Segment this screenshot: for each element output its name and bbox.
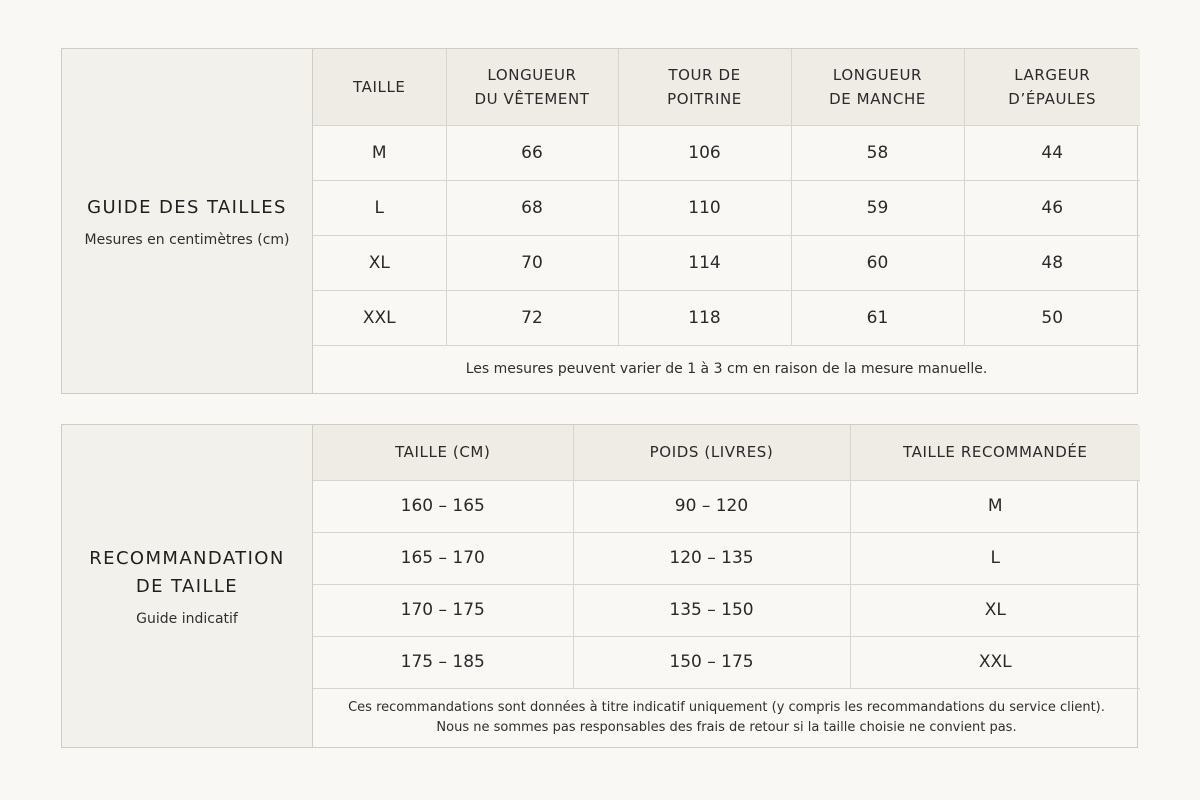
table-cell: 170 – 175	[313, 584, 573, 636]
table-row	[313, 180, 1140, 235]
recommendation-table-wrap	[313, 425, 1140, 747]
table-cell: 106	[618, 125, 791, 180]
table-cell: 44	[964, 125, 1140, 180]
size-guide-header-row	[313, 49, 1140, 125]
column-header-poids: POIDS (LIVRES)	[573, 425, 850, 480]
table-cell: XL	[313, 235, 446, 290]
recommendation-note-line1: Ces recommandations sont données à titre indicatif uniquement (y compris les recommandations du service client).	[348, 699, 1105, 715]
recommendation-header-row	[313, 425, 1140, 480]
table-cell: XXL	[850, 636, 1140, 688]
table-cell: XL	[850, 584, 1140, 636]
table-cell: 58	[791, 125, 964, 180]
recommendation-table	[313, 425, 1140, 689]
column-header-taille-recommandee: TAILLE RECOMMANDÉE	[850, 425, 1140, 480]
recommendation-title: RECOMMANDATION DE TAILLE	[89, 548, 285, 597]
table-cell: 90 – 120	[573, 480, 850, 532]
table-cell: 70	[446, 235, 618, 290]
table-cell: 120 – 135	[573, 532, 850, 584]
size-guide-title: GUIDE DES TAILLES	[87, 197, 287, 218]
table-row	[313, 584, 1140, 636]
table-cell: 135 – 150	[573, 584, 850, 636]
size-guide-note: Les mesures peuvent varier de 1 à 3 cm en raison de la mesure manuelle.	[465, 361, 988, 378]
table-cell: L	[850, 532, 1140, 584]
table-cell: 61	[791, 290, 964, 345]
table-cell: 175 – 185	[313, 636, 573, 688]
table-cell: 68	[446, 180, 618, 235]
column-header-largeur-epaules: LARGEUR D’ÉPAULES	[964, 49, 1140, 125]
table-cell: 150 – 175	[573, 636, 850, 688]
table-cell: 118	[618, 290, 791, 345]
table-row	[313, 480, 1140, 532]
size-guide-subtitle: Mesures en centimètres (cm)	[84, 232, 290, 248]
table-cell: 160 – 165	[313, 480, 573, 532]
recommendation-subtitle: Guide indicatif	[136, 611, 238, 627]
table-cell: L	[313, 180, 446, 235]
recommendation-side-panel	[62, 425, 313, 747]
size-guide-card	[61, 48, 1138, 394]
recommendation-card	[61, 424, 1138, 748]
table-cell: M	[850, 480, 1140, 532]
column-header-tour-poitrine: TOUR DE POITRINE	[618, 49, 791, 125]
table-row	[313, 235, 1140, 290]
size-guide-side-panel	[62, 49, 313, 393]
table-cell: 110	[618, 180, 791, 235]
table-cell: M	[313, 125, 446, 180]
table-cell: 46	[964, 180, 1140, 235]
table-row	[313, 532, 1140, 584]
table-cell: 48	[964, 235, 1140, 290]
column-header-taille: TAILLE	[313, 49, 446, 125]
table-cell: 114	[618, 235, 791, 290]
table-cell: 50	[964, 290, 1140, 345]
size-guide-table	[313, 49, 1140, 346]
table-row	[313, 125, 1140, 180]
recommendation-note-line2: Nous ne sommes pas responsables des frais de retour si la taille choisie ne convient pas.	[436, 719, 1017, 735]
table-cell: 60	[791, 235, 964, 290]
size-guide-table-wrap	[313, 49, 1140, 393]
table-cell: 66	[446, 125, 618, 180]
table-cell: 59	[791, 180, 964, 235]
table-row	[313, 636, 1140, 688]
table-row	[313, 290, 1140, 345]
column-header-taille-cm: TAILLE (CM)	[313, 425, 573, 480]
column-header-longueur-vetement: LONGUEUR DU VÊTEMENT	[446, 49, 618, 125]
table-cell: XXL	[313, 290, 446, 345]
column-header-longueur-manche: LONGUEUR DE MANCHE	[791, 49, 964, 125]
recommendation-note	[313, 689, 1140, 748]
table-cell: 72	[446, 290, 618, 345]
table-cell: 165 – 170	[313, 532, 573, 584]
